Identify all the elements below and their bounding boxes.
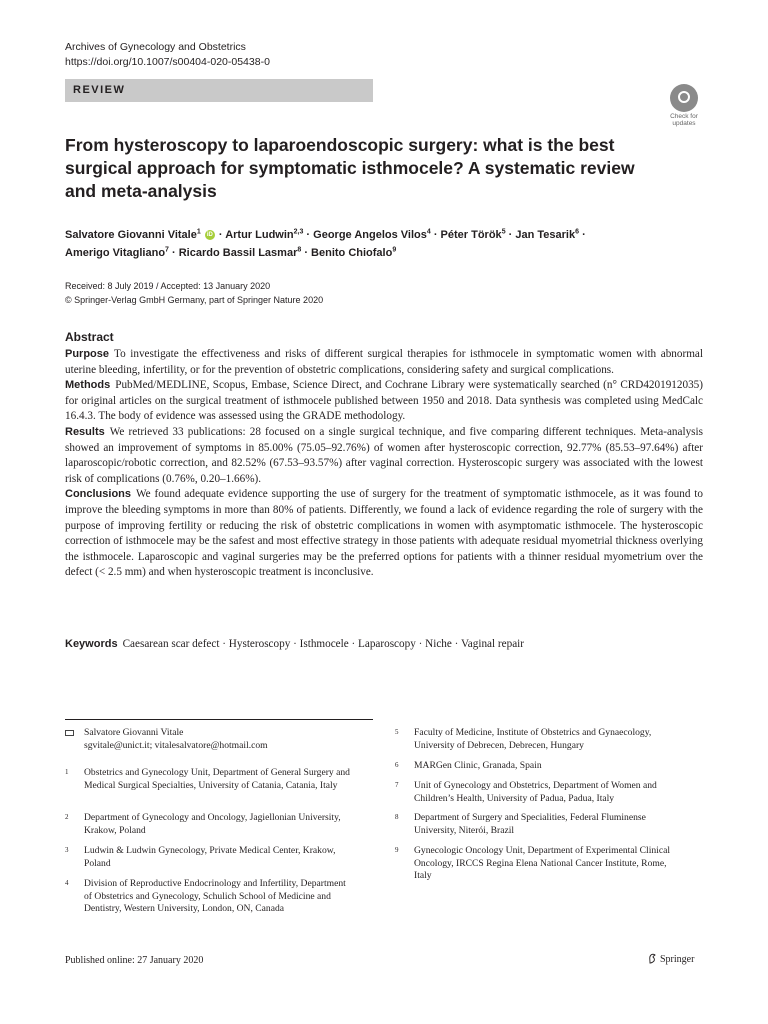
- author-affiliation: 2,3: [293, 228, 304, 236]
- affiliation-number: 5: [395, 728, 399, 736]
- affiliation-text: Department of Surgery and Specialities, Federal Fluminense University, Niterói, Brazil: [414, 812, 646, 836]
- author-name[interactable]: Benito Chiofalo: [311, 247, 393, 259]
- author-name[interactable]: Artur Ludwin: [225, 229, 294, 241]
- paper-title: From hysteroscopy to laparoendoscopic surgery: what is the best surgical approach for symptomatic isthmocele? A systematic review and meta-analysis: [65, 135, 635, 201]
- author-affiliation: 8: [297, 246, 302, 254]
- affiliation-number: 6: [395, 761, 399, 769]
- abstract-methods: [65, 378, 703, 425]
- author-name[interactable]: Jan Tesarik: [515, 229, 576, 241]
- author-affiliation: 7: [165, 246, 169, 254]
- doi-link[interactable]: https://doi.org/10.1007/s00404-020-05438-0: [65, 56, 270, 68]
- publisher-logo: [648, 953, 694, 965]
- affiliation-text: Division of Reproductive Endocrinology and Infertility, Department of Obstetrics and Gynecology, Schulich School of Medicine and Dentistry, Western University, London, ON, Canada: [84, 878, 346, 914]
- correspondence-name: Salvatore Giovanni Vitale: [84, 727, 184, 738]
- affiliation-text: Department of Gynecology and Oncology, Jagiellonian University, Krakow, Poland: [84, 812, 341, 836]
- received-accepted: Received: 8 July 2019 / Accepted: 13 January 2020: [65, 281, 271, 291]
- author-affiliation: 5: [501, 228, 506, 236]
- affiliation-text: Ludwin & Ludwin Gynecology, Private Medical Center, Krakow, Poland: [84, 845, 336, 869]
- author-list: Salvatore Giovanni Vitale$^1$ iD · Artur Ludwin$^{2,3}$ · George Angelos Vilos$^4$ · Péter Török$^5$ · Jan Tesarik$^6$ · Amerigo Vitagliano$^7$ · Ricardo Bassil Lasmar$^8$ · Benito Chiofalo$^9$: [65, 228, 586, 259]
- author-name[interactable]: Ricardo Bassil Lasmar: [178, 247, 298, 259]
- section-label: REVIEW: [65, 79, 373, 102]
- author-name[interactable]: Salvatore Giovanni Vitale: [65, 229, 197, 241]
- check-for-updates-icon: [670, 84, 698, 112]
- author-name[interactable]: George Angelos Vilos: [313, 229, 427, 241]
- affiliation-text: Faculty of Medicine, Institute of Obstetrics and Gynaecology, University of Debrecen, Debrecen, Hungary: [414, 727, 652, 751]
- section-text: To investigate the effectiveness and risks of different surgical therapies for isthmocele in symptomatic women with abnormal uterine bleeding, infertility, or for the prevention of obstetric complications, considering safety and surgical complications.: [65, 348, 703, 376]
- keywords-text: Caesarean scar defect · Hysteroscopy · Isthmocele · Laparoscopy · Niche · Vaginal repair: [122, 638, 525, 650]
- affiliation-number: 1: [65, 768, 69, 776]
- section-label: Purpose: [65, 348, 110, 360]
- affiliation-number: 9: [395, 846, 399, 854]
- affiliation-text: Obstetrics and Gynecology Unit, Department of General Surgery and Medical Surgical Specialties, University of Catania, Catania, Italy: [84, 767, 350, 791]
- section-text: We found adequate evidence supporting the use of surgery for the treatment of symptomatic isthmocele, as it was found to improve the bleeding symptoms in more than 80% of patients. Differently, we found a lack of evidence regarding the role of surgery with the purpose of improving fertility or reducing the risk of obstetric complications in women with asymptomatic isthmocele. The hysteroscopic correction of isthmocele may be the safest and most effective strategy in those patients with adequate residual myometrial thickness overlying the isthmocele. Laparoscopic and vaginal surgeries may be the preferred options for patients with a thinner residual myometrium over the defect (< 2.5 mm) and when hysteroscopic treatment is inconclusive.: [65, 488, 703, 579]
- check-for-updates-badge[interactable]: [664, 84, 704, 127]
- author-affiliation: 4: [426, 228, 431, 236]
- article-dates: [65, 279, 323, 307]
- keywords-label: Keywords: [65, 638, 118, 650]
- orcid-icon[interactable]: iD: [206, 232, 213, 239]
- footnote-divider: [65, 719, 373, 720]
- correspondence-email[interactable]: sgvitale@unict.it; vitalesalvatore@hotmail.com: [84, 740, 268, 751]
- copyright: © Springer-Verlag GmbH Germany, part of Springer Nature 2020: [65, 295, 324, 305]
- affiliation-number: 4: [65, 879, 69, 887]
- author-affiliation: 6: [575, 228, 580, 236]
- section-text: We retrieved 33 publications: 28 focused on a single surgical technique, and five comparing different techniques. Meta-analysis showed an improvement of symptoms in 85.00% (75.05–92.76%) of women after hysteroscopic correction, 92.77% (85.53–97.64%) after laparoscopic/robotic correction, and 82.52% (67.53–93.57%) after vaginal correction. Hysteroscopic surgery was associated with the lowest risk of complications (0.76%, 0.20–1.66%).: [65, 425, 703, 485]
- correspondence: [65, 727, 355, 753]
- journal-header: [65, 40, 270, 70]
- publisher-name: Springer: [660, 954, 695, 965]
- section-label: Conclusions: [65, 488, 132, 501]
- mail-icon: [65, 730, 74, 736]
- abstract-conclusions: [65, 487, 703, 581]
- abstract-heading: Abstract: [65, 330, 114, 344]
- section-label: Methods: [65, 379, 111, 392]
- affiliation-number: 2: [65, 813, 69, 821]
- springer-horse-icon: [648, 953, 657, 964]
- author-affiliation: 9: [392, 246, 397, 254]
- affiliation-text: MARGen Clinic, Granada, Spain: [414, 760, 542, 771]
- author-affiliation: 1: [196, 228, 201, 236]
- section-text: PubMed/MEDLINE, Scopus, Embase, Science Direct, and Cochrane Library were systematically searched (n° CRD4201912035) for original articles on the surgical treatment of isthmocele published between 1950 and 2018. Data synthesis was completed using MedCalc 16.4.3. The body of evidence was assessed using the GRADE methodology.: [65, 379, 703, 423]
- affiliation-number: 3: [65, 846, 69, 854]
- abstract-results: [65, 425, 703, 487]
- author-name[interactable]: Amerigo Vitagliano: [65, 247, 166, 259]
- badge-label: Check for updates: [670, 113, 698, 127]
- keywords: [65, 638, 524, 650]
- journal-name: Archives of Gynecology and Obstetrics: [65, 41, 246, 53]
- section-label: Results: [65, 425, 105, 438]
- affiliation-text: Gynecologic Oncology Unit, Department of Experimental Clinical Oncology, IRCCS Regina Elena National Cancer Institute, Rome, Italy: [414, 845, 671, 881]
- affiliation-number: 8: [395, 813, 399, 821]
- published-date: Published online: 27 January 2020: [65, 955, 204, 966]
- affiliation-text: Unit of Gynecology and Obstetrics, Department of Women and Children’s Health, University of Padua, Padua, Italy: [414, 780, 657, 804]
- abstract-body: [65, 347, 703, 581]
- author-name[interactable]: Péter Török: [440, 229, 502, 241]
- abstract-purpose: [65, 347, 703, 378]
- affiliation-number: 7: [395, 781, 399, 789]
